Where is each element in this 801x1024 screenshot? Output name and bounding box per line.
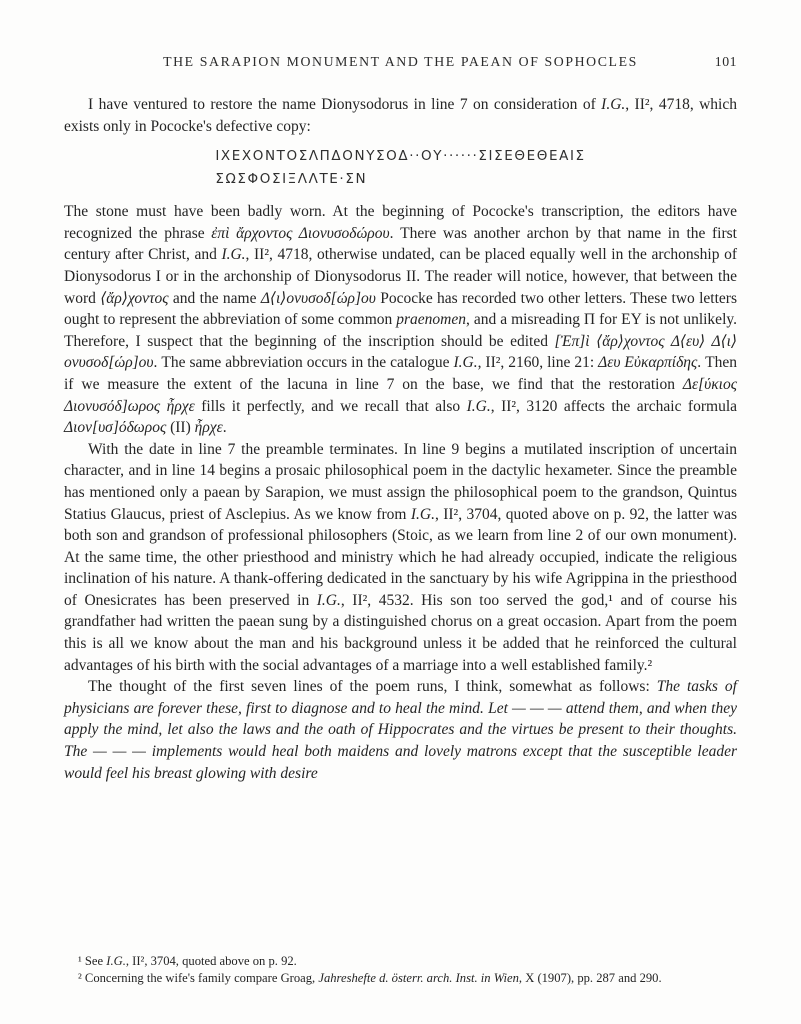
text-run: , II², 4718, which exists only in Pococke's defective copy: bbox=[64, 96, 737, 135]
text-run: , II², 3704, quoted above on p. 92. bbox=[125, 953, 297, 968]
text-run: , II², 4532. His son too served the god,¹ and of course his grandfather had written the paean sung by a distinguished chorus on a great occasion. Apart from the poem this is all we know about the man and his background unless it be added that he reinforced the cultural advantages of his birth with the social advantages of a marriage into a well established family.² bbox=[64, 591, 737, 674]
greek-run: Δε[ύκιος Διονυσόδ]ωρος ἦρχε bbox=[64, 375, 737, 415]
inscription-line: ΣΩΣΦΟΣΙΞΛΛΤΕ·ΣΝ bbox=[215, 171, 368, 188]
greek-run: Δευ Εὐκαρπίδης bbox=[598, 354, 698, 372]
text-run: . bbox=[222, 419, 227, 437]
italic-run: I.G. bbox=[316, 591, 341, 609]
italic-run: praenomen bbox=[396, 311, 467, 329]
text-run: , II², 3120 affects the archaic formula bbox=[490, 397, 738, 415]
footnotes-section bbox=[64, 953, 737, 988]
paragraph bbox=[64, 676, 737, 784]
text-run: ¹ See bbox=[78, 953, 107, 968]
text-run: . Then if we measure the extent of the lacuna in line 7 on the base, we find that the restoration bbox=[64, 354, 737, 393]
text-run: , II², 3704, quoted above on p. 92, the latter was both son and grandson of professional philosophers (Stoic, as we learn from line 2 of our own monument). At the same time, the other priesthood and ministry which he had already occupied, indicate the religious inclination of his nature. A thank-offering dedicated in the sanctuary by his wife Agrippina in the priesthood of Onesicrates has been preserved in bbox=[64, 505, 737, 609]
text-run: . There was another archon by that name in the first century after Christ, and bbox=[64, 224, 737, 264]
content-blocks bbox=[64, 94, 737, 784]
italic-run: I.G. bbox=[221, 246, 246, 264]
text-run: , II², 4718, otherwise undated, can be placed equally well in the archonship of Dionysodorus I or in the archonship of Dionysodorus II. The reader will notice, however, that between the word bbox=[64, 246, 737, 307]
text-run: and the name bbox=[168, 289, 261, 307]
italic-run: I.G. bbox=[410, 505, 435, 523]
footnote bbox=[64, 970, 737, 988]
text-run: , II², 2160, line 21: bbox=[477, 354, 599, 372]
page-body bbox=[64, 94, 737, 784]
italic-run: I.G. bbox=[466, 397, 491, 415]
text-run: With the date in line 7 the preamble terminates. In line 9 begins a mutilated inscription of uncertain character, and in line 14 begins a prosaic philosophical poem in the dactylic hexameter. Since the preamble has mentioned only a paean by Sarapion, we must assign the philosophical poem to the grandson, Quintus Statius Glaucus, priest of Asclepius. As we know from bbox=[64, 440, 737, 523]
greek-run: ⟨ἄρ⟩χοντος bbox=[100, 289, 169, 307]
italic-run: Jahreshefte d. österr. arch. Inst. in Wien bbox=[318, 971, 519, 986]
greek-run: Διον[υσ]όδωρος bbox=[64, 419, 167, 437]
footnotes-list bbox=[64, 953, 737, 988]
text-run: , X (1907), pp. 287 and 290. bbox=[518, 971, 662, 986]
text-run: The stone must have been badly worn. At the beginning of Pococke's transcription, the editors have recognized the phrase bbox=[64, 203, 737, 242]
greek-run: ἐπὶ ἄρχοντος Διονυσοδώρου bbox=[211, 224, 390, 242]
text-run: The thought of the first seven lines of the poem runs, I think, somewhat as follows: bbox=[88, 678, 657, 696]
italic-run: I.G. bbox=[453, 354, 478, 372]
inscription-line: ΙΧΕΧΟΝΤΟΣΛΠΔΟΝΥΣΟΔ··ΟΥ······ΣΙΣΕΘΕΘΕΑΙΣ bbox=[215, 148, 586, 165]
paragraph bbox=[64, 439, 737, 677]
text-run: (II) bbox=[166, 419, 195, 437]
italic-run: I.G. bbox=[601, 96, 626, 113]
italic-run: I.G. bbox=[106, 953, 126, 968]
page-number: 101 bbox=[714, 54, 737, 69]
greek-run: ἦρχε bbox=[194, 419, 223, 437]
text-run: ² Concerning the wife's family compare Groag, bbox=[78, 971, 319, 986]
running-title: THE SARAPION MONUMENT AND THE PAEAN OF SOPHOCLES bbox=[163, 54, 638, 69]
text-run: Pococke has recorded two other letters. These two letters ought to represent the abbreviation of some common bbox=[64, 289, 737, 329]
page-header bbox=[64, 54, 737, 70]
text-run: . The same abbreviation occurs in the catalogue bbox=[153, 354, 454, 372]
greek-run: [Ἐπ]ὶ ⟨ἄρ⟩χοντος Δ⟨ευ⟩ Δ⟨ι⟩ονυσοδ[ώρ]ου bbox=[64, 332, 737, 372]
footnote bbox=[64, 953, 737, 971]
text-run: fills it perfectly, and we recall that also bbox=[194, 397, 467, 415]
text-run: , and a misreading Π for ΕΥ is not unlikely. Therefore, I suspect that the beginning of the inscription should be edited bbox=[64, 311, 737, 350]
text-run: I have ventured to restore the name Dionysodorus in line 7 on consideration of bbox=[88, 96, 602, 113]
greek-run: Δ⟨ι⟩ονυσοδ[ώρ]ου bbox=[260, 289, 376, 307]
italic-run: The tasks of physicians are forever these, first to diagnose and to heal the mind. Let — — — attend them, and when they apply the mind, let also the laws and the oath of Hippocrates and the virtues be present to their thoughts. The — — — implements would heal both maidens and lovely matrons except that the susceptible leader would feel his breast glowing with desire bbox=[64, 678, 737, 782]
inscription-block bbox=[215, 145, 585, 191]
paragraph bbox=[64, 201, 737, 439]
paragraph bbox=[64, 94, 737, 137]
